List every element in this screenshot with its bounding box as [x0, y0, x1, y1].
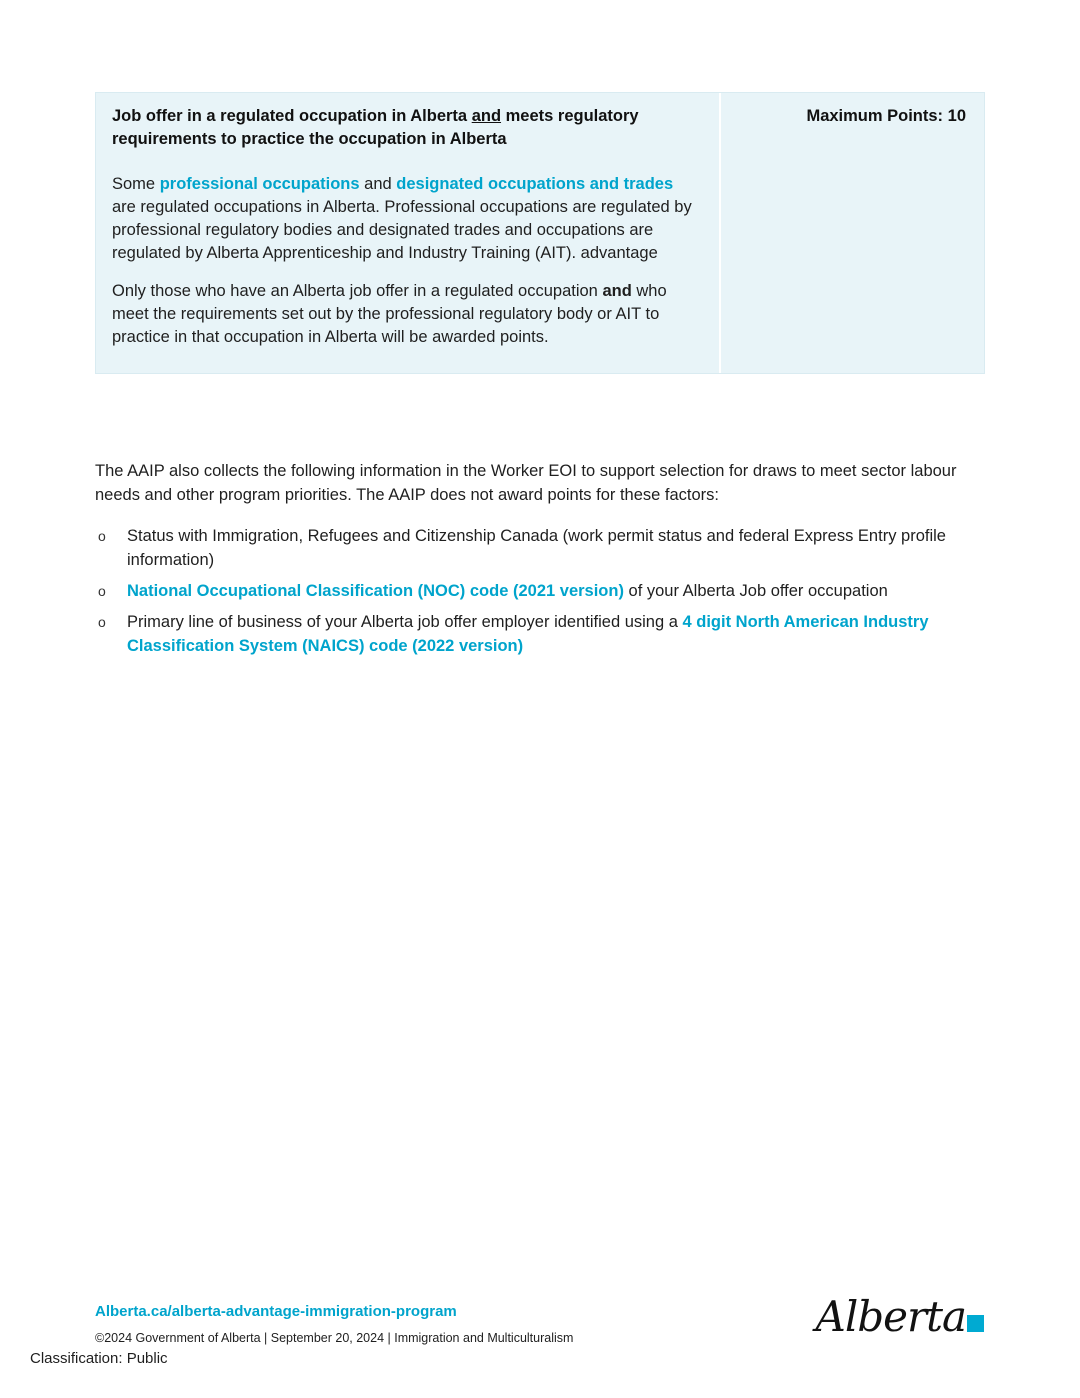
para2-bold-and: and — [602, 282, 632, 300]
bullet-marker: o — [98, 614, 106, 630]
bullet-text-noc — [127, 579, 991, 603]
designated-occupations-trades-link[interactable]: designated occupations and trades — [396, 175, 674, 193]
bullet2-text: of your Alberta Job offer occupation — [623, 582, 888, 600]
bullet-text-naics — [127, 610, 991, 658]
bullet3-text: Primary line of business of your Alberta job offer employer identified using a — [127, 613, 683, 631]
criterion-paragraph-2 — [112, 280, 701, 349]
bullet-marker: o — [98, 528, 106, 544]
bullet-text-status — [127, 524, 991, 572]
list-item — [95, 610, 991, 658]
list-item — [95, 579, 991, 603]
bullet1-text: Status with Immigration, Refugees and Citizenship Canada (work permit status and federal Express Entry profile information) — [127, 527, 946, 569]
para1-text: and — [359, 175, 397, 193]
bullet-marker: o — [98, 583, 106, 599]
professional-occupations-link[interactable]: professional occupations — [159, 175, 360, 193]
criterion-cell — [96, 93, 721, 373]
program-url-link[interactable]: Alberta.ca/alberta-advantage-immigration-program — [95, 1303, 457, 1320]
noc-code-link[interactable]: National Occupational Classification (NOC) code (2021 version) — [127, 582, 624, 600]
max-points-label: Maximum Points: 10 — [806, 107, 966, 125]
para1-text: Some — [112, 175, 160, 193]
points-table — [95, 92, 985, 374]
naics-code-link[interactable]: 4 digit North American Industry Classification System (NAICS) code (2022 version) — [127, 613, 929, 655]
classification-label: Classification: Public — [30, 1350, 168, 1367]
heading-text: Job offer in a regulated occupation in Alberta — [112, 107, 472, 125]
max-points-cell — [721, 93, 984, 373]
criterion-heading — [112, 105, 652, 151]
para2-text: Only those who have an Alberta job offer in a regulated occupation — [112, 282, 603, 300]
alberta-logo-square-icon — [967, 1315, 984, 1332]
list-item — [95, 524, 991, 572]
body-content — [95, 459, 991, 665]
heading-underlined-and: and — [471, 107, 502, 125]
footer-meta: ©2024 Government of Alberta | September 20, 2024 | Immigration and Multiculturalism — [95, 1331, 574, 1345]
para2-text-post: who meet the requirements set out by the professional regulatory body or AIT to practice in that occupation in Alberta will be awarded points. — [112, 282, 667, 346]
alberta-logo-text: Alberta — [815, 1292, 966, 1341]
intro-paragraph: The AAIP also collects the following information in the Worker EOI to support selection for draws to meet sector labour needs and other program priorities. The AAIP does not award points for these factors: — [95, 462, 957, 504]
criterion-paragraph-1 — [112, 173, 701, 265]
heading-text-post: meets regulatory requirements to practice the occupation in Alberta — [112, 107, 639, 148]
para1-text: are regulated occupations in Alberta. Professional occupations are regulated by professional regulatory bodies and designated trades and occupations are regulated by Alberta Apprenticeship and Industry Training (AIT). advantage — [112, 198, 692, 262]
alberta-logo — [816, 1292, 985, 1341]
